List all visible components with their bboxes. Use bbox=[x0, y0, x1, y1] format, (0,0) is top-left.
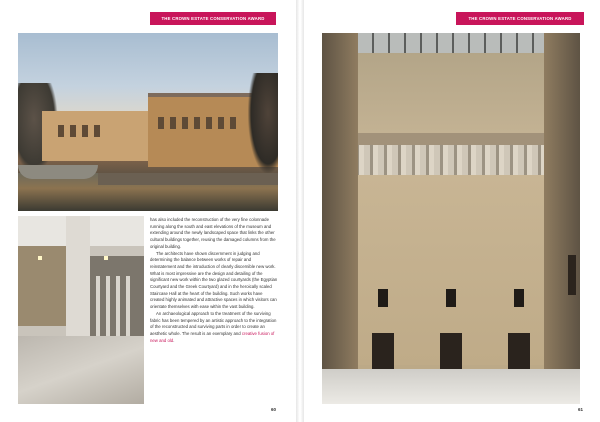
header-banner-left: THE CROWN ESTATE CONSERVATION AWARD bbox=[150, 12, 276, 25]
page-number-left: 60 bbox=[271, 407, 277, 412]
paragraph-2: The architects have shown discernment in judging and determining the balance between works of repair and reinstatement and the introduction of clearly discernible new work. What is most impressive are the design and detailing of the significant new work within the two glazed courtyards (the Egyptian Courtyard and the Greek Courtyard) and in the heroically scaled Staircase Hall at the heart of the building. Such works have created highly animated and attractive spaces in which visitors can orientate themselves with ease within the vast building. bbox=[150, 250, 278, 310]
paragraph-3: An archaeological approach to the treatment of the surviving fabric has been tempered by an artistic approach to the integration of the reconstructed and surviving parts in order to create an aesthetic whole. The result is an exemplary and creative fusion of new and old. bbox=[150, 310, 277, 343]
right-page bbox=[304, 0, 600, 422]
article-body bbox=[150, 217, 278, 344]
spine-gutter bbox=[296, 0, 304, 422]
left-page bbox=[0, 0, 296, 422]
paragraph-1: has also included the reconstruction of the very fine colonnade running along the south and east elevations of the museum and extending around the newly landscaped space that links the other cultural buildings together, reusing the damaged columns from the original building. bbox=[150, 217, 276, 249]
highlighted-phrase: creative fusion of new and old bbox=[150, 330, 275, 343]
page-number-right: 61 bbox=[578, 407, 584, 412]
header-banner-right: THE CROWN ESTATE CONSERVATION AWARD bbox=[456, 12, 584, 25]
glazed-courtyard-photo bbox=[322, 33, 580, 404]
museum-riverside-photo bbox=[18, 33, 278, 211]
interior-staircase-photo bbox=[18, 216, 144, 404]
